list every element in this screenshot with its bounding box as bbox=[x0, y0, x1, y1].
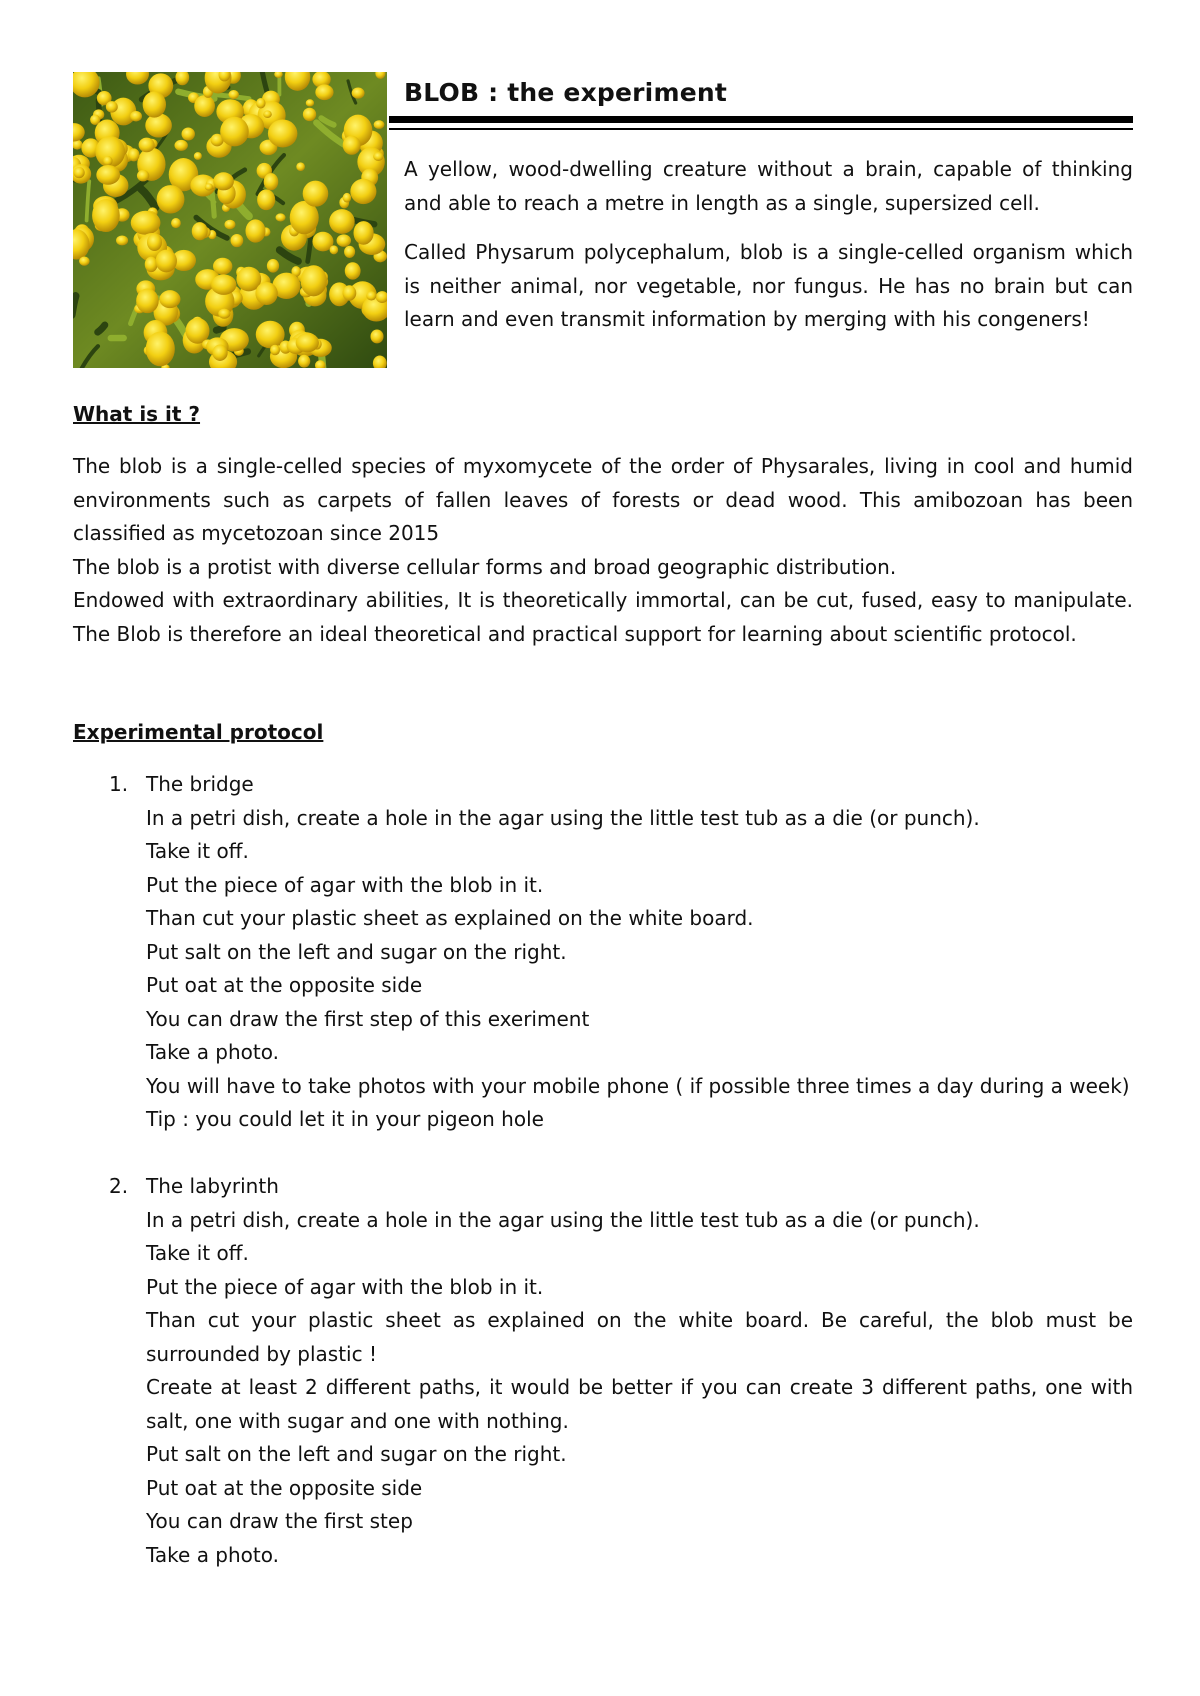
step-line: You will have to take photos with your mobile phone ( if possible three times a day during a week) bbox=[146, 1073, 1130, 1098]
step-line: In a petri dish, create a hole in the agar using the little test tub as a die (or punch). bbox=[146, 805, 980, 830]
step-number: 2. bbox=[109, 1174, 129, 1198]
slime-blob bbox=[344, 246, 355, 258]
intro-paragraph: A yellow, wood-dwelling creature without a brain, capable of thinking and able to reach a metre in length as a single, supersized cell. bbox=[404, 157, 1133, 215]
protocol-step bbox=[73, 768, 1133, 1137]
slime-blob bbox=[213, 172, 234, 190]
slime-blob bbox=[137, 170, 149, 181]
title-rule-thick bbox=[389, 116, 1133, 123]
step-line: Than cut your plastic sheet as explained on the white board. Be careful, the blob must be surrounded by plastic ! bbox=[146, 1308, 1133, 1366]
slime-blob bbox=[343, 285, 357, 300]
slime-blob bbox=[212, 344, 227, 360]
slime-blob bbox=[303, 181, 329, 207]
slime-blob bbox=[103, 156, 112, 166]
slime-blob bbox=[330, 245, 339, 254]
slime-blob bbox=[298, 355, 310, 368]
what-is-it-heading: What is it ? bbox=[73, 402, 201, 426]
slime-blob bbox=[220, 117, 249, 147]
slime-blob bbox=[231, 234, 244, 247]
slime-blob bbox=[211, 274, 236, 295]
step-line: Put salt on the left and sugar on the right. bbox=[146, 939, 567, 964]
step-line: Tip : you could let it in your pigeon hole bbox=[146, 1107, 544, 1131]
slime-blob bbox=[345, 262, 361, 279]
slime-blob bbox=[245, 219, 265, 242]
slime-blob bbox=[374, 120, 385, 129]
slime-blob bbox=[136, 289, 159, 314]
slime-blob bbox=[263, 110, 272, 118]
body-paragraph: The blob is a single-celled species of myxomycete of the order of Physarales, living in cool and humid environments such as carpets of fallen leaves of forests or dead wood. This amibozoan has been classified as mycetozoan since 2015 bbox=[73, 454, 1133, 545]
slime-blob bbox=[329, 209, 355, 234]
slime-blob bbox=[139, 138, 155, 153]
slime-blob bbox=[268, 119, 298, 147]
slime-blob bbox=[79, 256, 90, 265]
slime-blob bbox=[156, 250, 177, 273]
slime-blob bbox=[182, 128, 195, 141]
slime-blob bbox=[366, 291, 376, 300]
slime-blob bbox=[92, 199, 120, 232]
slime-blob bbox=[337, 234, 351, 246]
body-paragraph: Endowed with extraordinary abilities, It is theoretically immortal, can be cut, fused, easy to manipulate. The Blob is therefore an ideal theoretical and practical support for learning about scientific protocol. bbox=[73, 588, 1133, 646]
slime-blob bbox=[194, 95, 215, 117]
slime-mould-image bbox=[73, 72, 387, 368]
moss-strand bbox=[73, 296, 76, 315]
document-title: BLOB : the experiment bbox=[404, 78, 727, 107]
slime-blob bbox=[130, 111, 142, 121]
step-line: Create at least 2 different paths, it would be better if you can create 3 different paths, one with salt, one with sugar and one with nothing. bbox=[146, 1375, 1133, 1433]
protocol-heading: Experimental protocol bbox=[73, 720, 324, 744]
slime-blob bbox=[96, 165, 120, 185]
step-line: Put oat at the opposite side bbox=[146, 973, 423, 997]
slime-blob bbox=[350, 179, 376, 204]
intro-paragraph: Called Physarum polycephalum, blob is a single-celled organism which is neither animal, nor vegetable, nor fungus. He has no brain but can learn and even transmit information by merging with his congeners! bbox=[404, 240, 1133, 331]
slime-blob bbox=[213, 258, 232, 275]
slime-blob bbox=[315, 84, 333, 100]
slime-blob bbox=[159, 290, 180, 308]
slime-mould-photo bbox=[73, 72, 387, 368]
slime-blob bbox=[306, 99, 314, 106]
protocol-steps bbox=[73, 768, 1133, 1606]
slime-blob bbox=[143, 91, 166, 117]
slime-blob bbox=[264, 173, 279, 190]
slime-blob bbox=[343, 136, 361, 155]
slime-blob bbox=[147, 233, 162, 251]
step-line: Take a photo. bbox=[146, 1542, 279, 1567]
moss-strand bbox=[216, 328, 223, 330]
slime-blob bbox=[370, 329, 383, 343]
step-line: The bridge bbox=[146, 772, 254, 796]
slime-blob bbox=[174, 140, 187, 151]
step-line: The labyrinth bbox=[146, 1174, 279, 1198]
slime-blob bbox=[146, 332, 175, 367]
step-number: 1. bbox=[109, 772, 129, 796]
body-paragraph: The blob is a protist with diverse cellular forms and broad geographic distribution. bbox=[73, 554, 897, 579]
slime-blob bbox=[145, 113, 172, 137]
slime-blob bbox=[131, 211, 161, 235]
slime-blob bbox=[352, 88, 365, 99]
step-line: Than cut your plastic sheet as explained on the white board. bbox=[146, 906, 754, 930]
slime-blob bbox=[74, 167, 85, 178]
slime-blob bbox=[192, 222, 208, 240]
slime-blob bbox=[270, 345, 280, 355]
slime-blob bbox=[256, 98, 265, 109]
slime-blob bbox=[373, 152, 383, 161]
slime-blob bbox=[171, 218, 181, 228]
protocol-step bbox=[73, 1170, 1133, 1572]
slime-blob bbox=[145, 257, 158, 272]
slime-blob bbox=[106, 101, 118, 112]
step-line: Put the piece of agar with the blob in it. bbox=[146, 1274, 544, 1299]
step-line: Put salt on the left and sugar on the right. bbox=[146, 1442, 567, 1466]
slime-blob bbox=[116, 235, 128, 245]
step-line: Put the piece of agar with the blob in it. bbox=[146, 872, 544, 897]
intro-section bbox=[404, 153, 1133, 353]
step-line: Take it off. bbox=[146, 839, 249, 863]
slime-blob bbox=[255, 282, 277, 305]
step-line: Put oat at the opposite side bbox=[146, 1475, 423, 1500]
slime-blob bbox=[296, 333, 319, 352]
slime-blob bbox=[205, 183, 213, 190]
slime-blob bbox=[296, 162, 305, 171]
what-is-it-body bbox=[73, 450, 1133, 651]
slime-blob bbox=[303, 108, 316, 121]
slime-blob bbox=[228, 90, 238, 99]
step-line: Take a photo. bbox=[146, 1040, 279, 1064]
slime-blob bbox=[276, 213, 286, 221]
slime-blob bbox=[301, 265, 327, 296]
slime-blob bbox=[218, 309, 230, 319]
slime-blob bbox=[157, 185, 185, 213]
slime-blob bbox=[128, 148, 139, 161]
step-line: Take it off. bbox=[146, 1241, 249, 1265]
slime-blob bbox=[194, 152, 202, 160]
step-line: You can draw the first step bbox=[146, 1509, 413, 1533]
slime-blob bbox=[353, 221, 373, 245]
title-rule-thin bbox=[389, 128, 1133, 130]
slime-blob bbox=[257, 189, 275, 210]
slime-blob bbox=[267, 259, 279, 273]
slime-blob bbox=[225, 220, 236, 230]
slime-blob bbox=[343, 193, 352, 203]
step-line: In a petri dish, create a hole in the agar using the little test tub as a die (or punch). bbox=[146, 1207, 980, 1232]
step-line: You can draw the first step of this exeriment bbox=[146, 1006, 590, 1031]
